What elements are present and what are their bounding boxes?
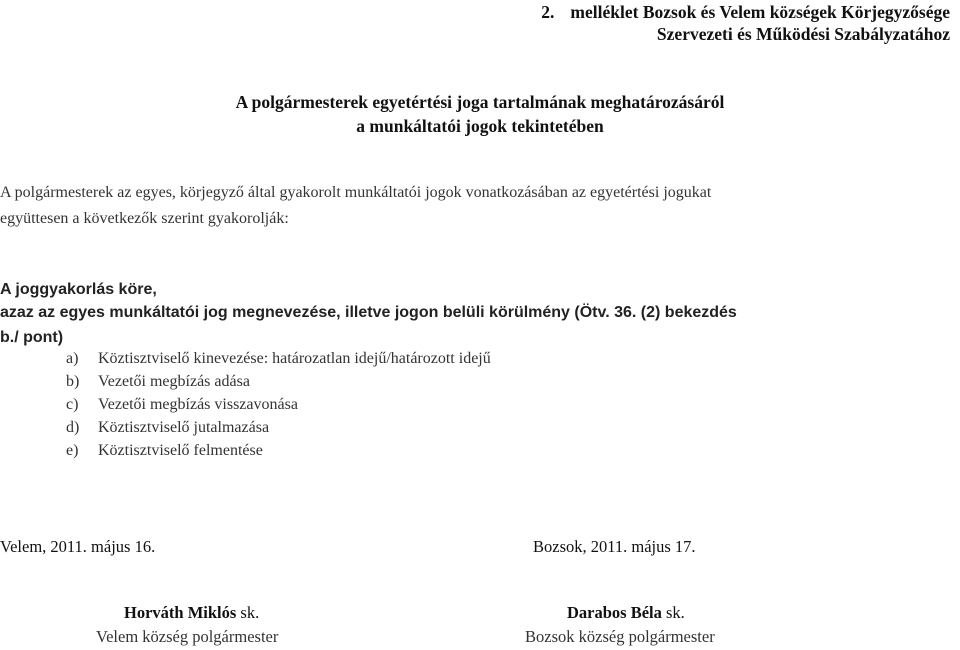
place-date-right: Bozsok, 2011. május 17. [533, 537, 696, 556]
list-item-letter: a) [66, 350, 79, 367]
list-item-text: Vezetői megbízás visszavonása [98, 396, 298, 413]
list-item [66, 396, 298, 414]
list-item-letter: b) [66, 373, 80, 390]
document-title-line-2: a munkáltatói jogok tekintetében [356, 116, 604, 136]
signatory-role-right: Bozsok község polgármester [525, 627, 715, 646]
list-item-letter: d) [66, 419, 80, 436]
annex-number: 2. [541, 2, 555, 22]
intro-paragraph-line-2: együttesen a következők szerint gyakorolják: [0, 210, 289, 227]
place-date-left: Velem, 2011. május 16. [0, 537, 156, 556]
list-item-text: Köztisztviselő kinevezése: határozatlan idejű/határozott idejű [98, 350, 491, 367]
list-item [66, 350, 491, 368]
signatory-name: Horváth Miklós [124, 603, 237, 622]
list-item-text: Vezetői megbízás adása [98, 373, 250, 390]
document-header-line-1 [541, 2, 950, 23]
section-subheading-continuation: b./ pont) [0, 329, 64, 346]
list-item-text: Köztisztviselő jutalmazása [98, 419, 270, 436]
signature-suffix: sk. [661, 603, 685, 622]
intro-paragraph-line-1: A polgármesterek az egyes, körjegyző által gyakorolt munkáltatói jogok vonatkozásában az egyetértési jogukat [0, 184, 712, 201]
signatory-role-left: Velem község polgármester [96, 627, 279, 646]
list-item [66, 442, 263, 460]
signature-suffix: sk. [236, 603, 260, 622]
list-item [66, 373, 250, 391]
signatory-name-left [124, 603, 259, 623]
list-item-letter: c) [66, 396, 79, 413]
list-item [66, 419, 269, 437]
list-item-text: Köztisztviselő felmentése [98, 442, 263, 459]
signatory-name: Darabos Béla [567, 603, 662, 622]
document-title-line-1: A polgármesterek egyetértési joga tartalmának meghatározásáról [235, 92, 725, 112]
annex-title: melléklet Bozsok és Velem községek Körjegyzősége [570, 2, 950, 22]
signatory-name-right [567, 603, 685, 623]
section-heading: A joggyakorlás köre, [0, 281, 157, 298]
section-subheading: azaz az egyes munkáltatói jog megnevezése, illetve jogon belüli körülmény (Ötv. 36. (2) bekezdés [0, 304, 737, 321]
list-item-letter: e) [66, 442, 79, 459]
document-header-line-2: Szervezeti és Működési Szabályzatához [656, 24, 950, 44]
